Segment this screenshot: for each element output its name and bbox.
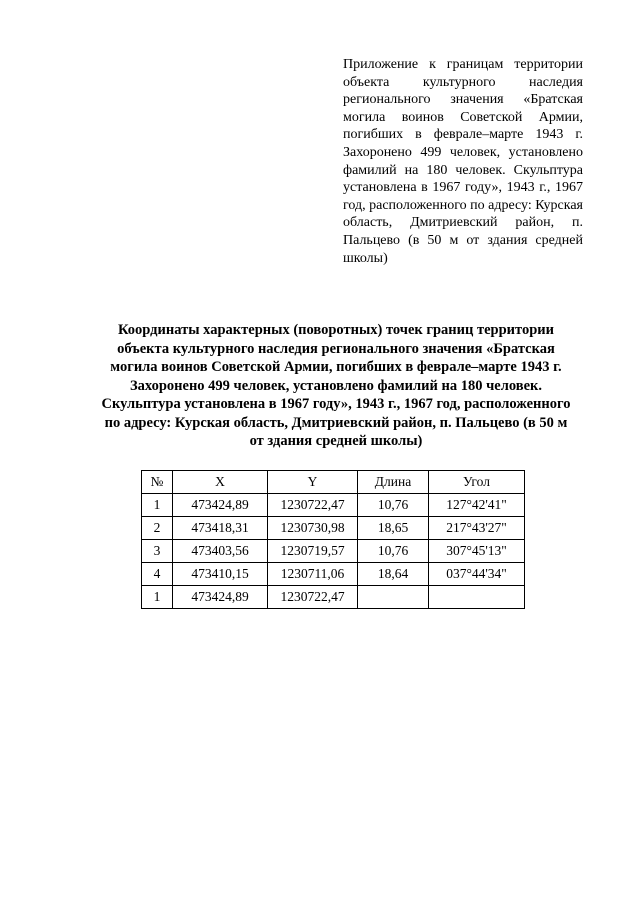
cell-number: 1 — [142, 586, 173, 609]
cell-y: 1230719,57 — [268, 540, 358, 563]
cell-x: 473418,31 — [173, 517, 268, 540]
cell-number: 2 — [142, 517, 173, 540]
cell-angle: 307°45'13" — [429, 540, 525, 563]
table-row — [142, 586, 525, 609]
cell-number: 4 — [142, 563, 173, 586]
header-angle: Угол — [429, 471, 525, 494]
cell-length — [358, 586, 429, 609]
appendix-note — [343, 56, 583, 267]
cell-angle — [429, 586, 525, 609]
cell-y: 1230722,47 — [268, 586, 358, 609]
cell-angle: 217°43'27" — [429, 517, 525, 540]
cell-length: 10,76 — [358, 540, 429, 563]
cell-y: 1230711,06 — [268, 563, 358, 586]
cell-length: 18,64 — [358, 563, 429, 586]
document-title: Координаты характерных (поворотных) точек границ территории объекта культурного наследия регионального значения «Братская могила воинов Советской Армии, погибших в феврале–марте 1943 г. Захоронено 499 человек, установлено фамилий на 180 человек. Скульптура установлена в 1967 году», 1943 г., 1967 год, расположенного по адресу: Курская область, Дмитриевский район, п. Пальцево (в 50 м от здания средней школы) — [101, 322, 571, 449]
cell-y: 1230722,47 — [268, 494, 358, 517]
cell-length: 18,65 — [358, 517, 429, 540]
header-y: Y — [268, 471, 358, 494]
cell-y: 1230730,98 — [268, 517, 358, 540]
appendix-text: Приложение к границам территории объекта культурного наследия регионального значения «Братская могила воинов Советской Армии, погибших в феврале–марте 1943 г. Захоронено 499 человек, установлено фамилий на 180 человек. Скульптура установлена в 1967 году», 1943 г., 1967 год, расположенного по адресу: Курская область, Дмитриевский район, п. Пальцево (в 50 м от здания средней школы) — [343, 57, 583, 266]
cell-angle: 037°44'34" — [429, 563, 525, 586]
header-length: Длина — [358, 471, 429, 494]
table-row — [142, 517, 525, 540]
cell-angle: 127°42'41" — [429, 494, 525, 517]
table-row — [142, 494, 525, 517]
cell-number: 3 — [142, 540, 173, 563]
cell-length: 10,76 — [358, 494, 429, 517]
cell-number: 1 — [142, 494, 173, 517]
table-header-row — [142, 471, 525, 494]
cell-x: 473424,89 — [173, 494, 268, 517]
cell-x: 473424,89 — [173, 586, 268, 609]
cell-x: 473410,15 — [173, 563, 268, 586]
cell-x: 473403,56 — [173, 540, 268, 563]
header-x: X — [173, 471, 268, 494]
table-row — [142, 563, 525, 586]
header-number: № — [142, 471, 173, 494]
table-row — [142, 540, 525, 563]
coordinates-table — [141, 470, 525, 609]
